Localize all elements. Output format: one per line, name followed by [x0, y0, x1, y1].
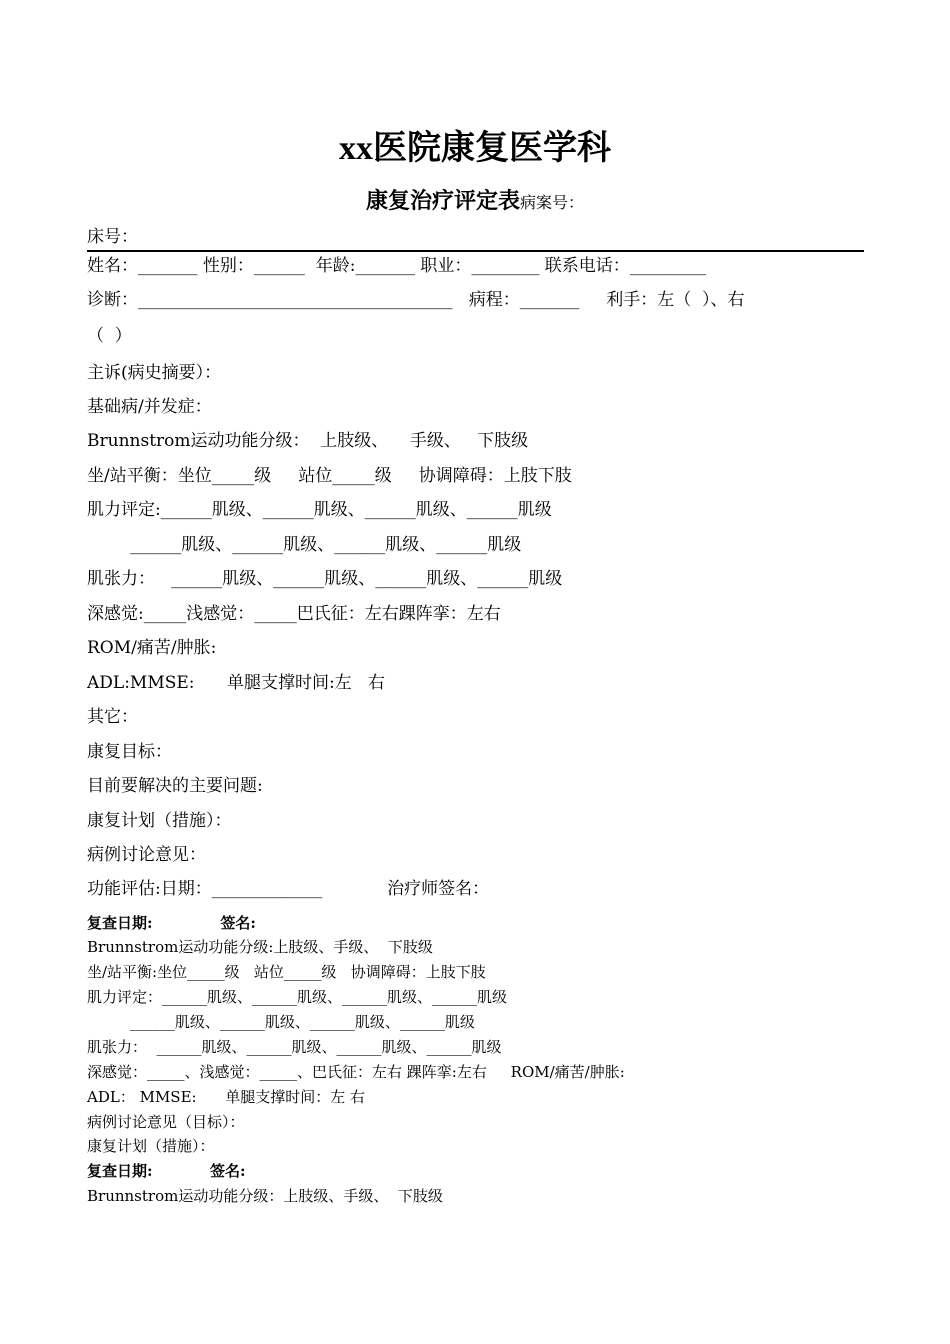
balance-row: 坐/站平衡：坐位_____级 站位_____级 协调障碍：上肢下肢 — [87, 466, 572, 486]
adl-row: ADL:MMSE: 单腿支撑时间:左 右 — [87, 673, 385, 693]
problems-label: 目前要解决的主要问题: — [87, 776, 263, 796]
review-1-brunnstrom: Brunnstrom运动功能分级:上肢级、手级、 下肢级 — [87, 938, 433, 956]
review-1-muscle-strength-2: ______肌级、______肌级、______肌级、______肌级 — [87, 1013, 475, 1031]
review-1-discussion: 病例讨论意见（目标）： — [87, 1113, 245, 1131]
review-2-header: 复查日期: 签名: — [87, 1162, 246, 1180]
diagnosis-row: 诊断：_____________________________________ 病程：_______ 利手：左（ ）、右 — [87, 290, 745, 310]
review-1-balance: 坐/站平衡:坐位_____级 站位_____级 协调障碍：上肢下肢 — [87, 963, 486, 981]
muscle-tone-row: 肌张力： ______肌级、______肌级、______肌级、______肌级 — [87, 569, 563, 589]
review-1-sensation: 深感觉：_____、浅感觉：_____、巴氏征：左右 踝阵挛:左右 ROM/痛苦/肿胀: — [87, 1063, 625, 1081]
handedness-continuation: （ ） — [87, 326, 132, 346]
plan-label: 康复计划（措施）： — [87, 811, 232, 831]
bed-number-label: 床号： — [87, 227, 138, 247]
other-label: 其它： — [87, 707, 138, 727]
document-title: xx医院康复医学科 — [339, 130, 611, 167]
review-1-muscle-strength-1: 肌力评定：______肌级、______肌级、______肌级、______肌级 — [87, 988, 508, 1006]
muscle-strength-row-1: 肌力评定:______肌级、______肌级、______肌级、______肌级 — [87, 500, 552, 520]
goal-label: 康复目标： — [87, 742, 172, 762]
review-1-muscle-tone: 肌张力： ______肌级、______肌级、______肌级、______肌级 — [87, 1038, 502, 1056]
review-1-adl: ADL： MMSE: 单腿支撑时间：左 右 — [87, 1088, 365, 1106]
case-number-label: 病案号： — [520, 193, 585, 212]
subtitle-row — [0, 184, 950, 215]
patient-info-row: 姓名：_______ 性别：______ 年龄:_______ 职业：________ 联系电话：_________ — [87, 256, 707, 276]
review-1-plan: 康复计划（措施）： — [87, 1137, 215, 1155]
muscle-strength-row-2: ______肌级、______肌级、______肌级、______肌级 — [87, 535, 522, 555]
header-divider — [87, 250, 864, 252]
comorbidity-label: 基础病/并发症： — [87, 397, 212, 417]
discussion-label: 病例讨论意见： — [87, 845, 206, 865]
review-2-brunnstrom: Brunnstrom运动功能分级：上肢级、手级、 下肢级 — [87, 1187, 443, 1205]
sensation-row: 深感觉:_____浅感觉：_____巴氏征：左右踝阵挛：左右 — [87, 604, 501, 624]
chief-complaint-label: 主诉(病史摘要）： — [87, 363, 222, 383]
brunnstrom-row: Brunnstrom运动功能分级： 上肢级、 手级、 下肢级 — [87, 431, 529, 451]
assessment-row: 功能评估:日期：_____________ 治疗师签名： — [87, 879, 490, 899]
review-1-header: 复查日期: 签名: — [87, 914, 256, 932]
form-subtitle: 康复治疗评定表 — [365, 188, 520, 213]
rom-row: ROM/痛苦/肿胀: — [87, 638, 217, 658]
